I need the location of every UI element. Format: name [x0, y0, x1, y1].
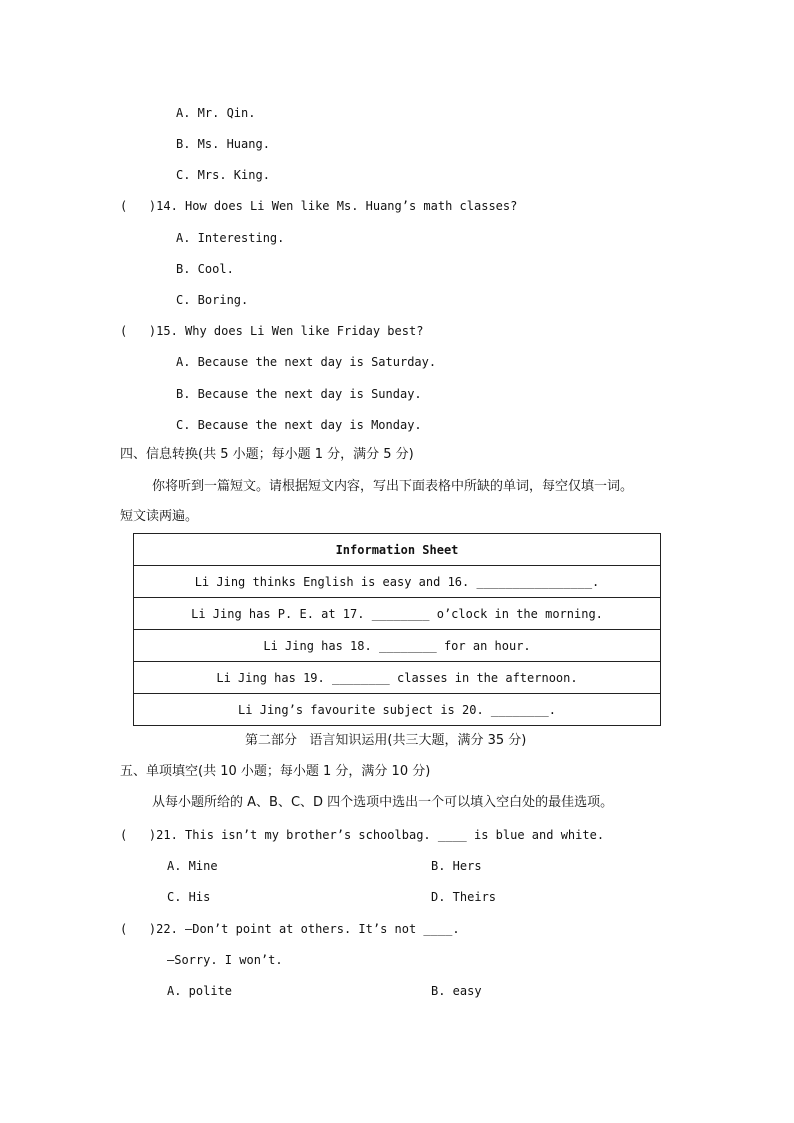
- q22-option-b: B. easy: [431, 984, 482, 998]
- q15-option-c: C. Because the next day is Monday.: [176, 418, 422, 432]
- q14-option-a: A. Interesting.: [176, 231, 285, 245]
- table-cell-18: Li Jing has 18. ________ for an hour.: [134, 630, 661, 662]
- q15-stem: ( )15. Why does Li Wen like Friday best?: [120, 324, 424, 338]
- q21-option-a: A. Mine: [167, 859, 218, 873]
- table-row: [134, 694, 661, 726]
- section4-title: 四、信息转换(共 5 小题；每小题 1 分，满分 5 分): [120, 447, 414, 462]
- q13-option-c: C. Mrs. King.: [176, 168, 270, 182]
- table-header: Information Sheet: [134, 534, 661, 566]
- section4-instruction-line1: 你将听到一篇短文。请根据短文内容，写出下面表格中所缺的单词，每空仅填一词。: [152, 479, 634, 494]
- q14-stem: ( )14. How does Li Wen like Ms. Huang’s math classes?: [120, 199, 518, 213]
- table-cell-16: Li Jing thinks English is easy and 16. ________________.: [134, 566, 661, 598]
- q15-option-a: A. Because the next day is Saturday.: [176, 355, 437, 369]
- table-row: [134, 630, 661, 662]
- q22-reply: —Sorry. I won’t.: [167, 953, 283, 967]
- table-cell-20: Li Jing’s favourite subject is 20. ________.: [134, 694, 661, 726]
- section4-instruction-line2: 短文读两遍。: [120, 509, 199, 524]
- part2-title: 第二部分 语言知识运用(共三大题，满分 35 分): [245, 733, 527, 748]
- q21-option-d: D. Theirs: [431, 890, 497, 904]
- q22-option-a: A. polite: [167, 984, 233, 998]
- table-row: [134, 662, 661, 694]
- q13-option-a: A. Mr. Qin.: [176, 106, 256, 120]
- q13-option-b: B. Ms. Huang.: [176, 137, 270, 151]
- q15-option-b: B. Because the next day is Sunday.: [176, 387, 422, 401]
- information-sheet-table: [133, 533, 661, 726]
- table-cell-17: Li Jing has P. E. at 17. ________ o’clock in the morning.: [134, 598, 661, 630]
- q21-option-b: B. Hers: [431, 859, 482, 873]
- table-row: [134, 598, 661, 630]
- section5-title: 五、单项填空(共 10 小题；每小题 1 分，满分 10 分): [120, 764, 431, 779]
- table-cell-19: Li Jing has 19. ________ classes in the afternoon.: [134, 662, 661, 694]
- table-header-row: [134, 534, 661, 566]
- q22-stem: ( )22. —Don’t point at others. It’s not ____.: [120, 922, 460, 936]
- table-row: [134, 566, 661, 598]
- q14-option-b: B. Cool.: [176, 262, 234, 276]
- q21-stem: ( )21. This isn’t my brother’s schoolbag. ____ is blue and white.: [120, 828, 605, 842]
- q14-option-c: C. Boring.: [176, 293, 249, 307]
- section5-instruction: 从每小题所给的 A、B、C、D 四个选项中选出一个可以填入空白处的最佳选项。: [152, 795, 614, 810]
- q21-option-c: C. His: [167, 890, 211, 904]
